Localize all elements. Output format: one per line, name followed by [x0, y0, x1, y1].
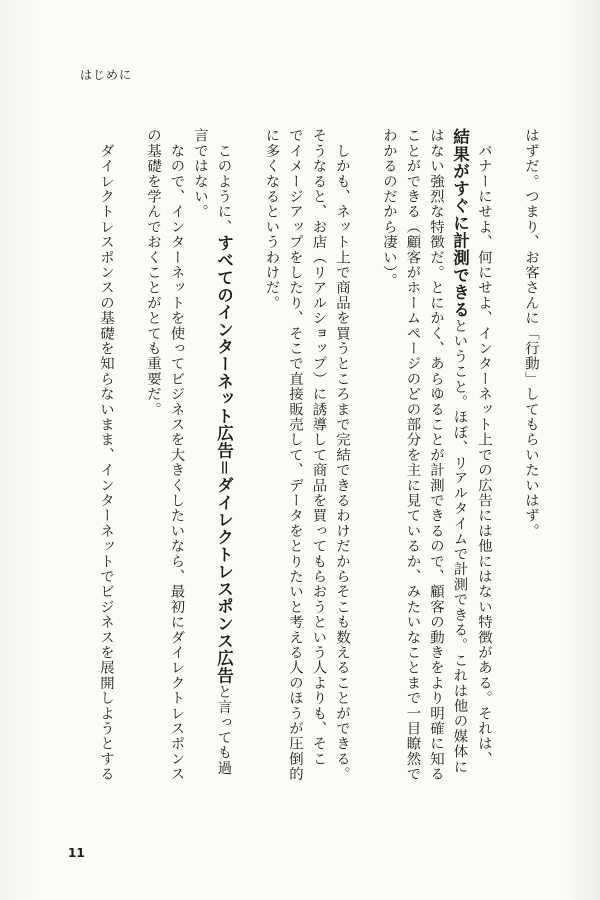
paragraph-gap — [236, 128, 260, 152]
text-line — [330, 128, 354, 788]
text-line — [283, 128, 307, 788]
line-text: しかも、ネット上で商品を買うところまで完結できるわけだからそこも数えることができる。 — [334, 128, 350, 782]
line-text: ということ。ほぼ、リアルタイムで計測できる。これは他の媒体に — [451, 318, 468, 775]
text-line — [259, 128, 283, 788]
text-line — [306, 128, 330, 788]
line-text: ダイレクトレスポンスの基礎を知らないまま、インターネットでビジネスを展開しようとする — [98, 128, 114, 782]
text-line — [141, 128, 165, 788]
text-line — [377, 128, 401, 788]
text-line — [188, 128, 212, 788]
line-text: に多くなるというわけだ。 — [263, 128, 280, 311]
paragraph-gap — [117, 128, 141, 152]
text-line — [164, 128, 188, 788]
line-text: はずだ。つまり、お客さんに「行動」してもらいたいはず。 — [523, 128, 539, 539]
text-line — [424, 128, 448, 788]
line-text: ことができる（顧客がホームページのどの部分を主に見ているか、みたいなことまで一目瞭然で — [404, 128, 421, 782]
paragraph-gap — [353, 128, 377, 152]
text-line — [472, 128, 496, 788]
bold-phrase: すべてのインターネット広告＝ダイレクトレスポンス広告 — [214, 234, 234, 685]
line-text: の基礎を学んでおくことがとても重要だ。 — [145, 128, 161, 417]
line-text: はない強烈な特徴だ。とにかく、あらゆることが計測できるので、顧客の動きをより明確に知る — [428, 128, 444, 782]
bold-phrase: 結果がすぐに計測できる — [450, 128, 470, 319]
text-line — [94, 128, 118, 788]
line-text: と言っても過 — [215, 684, 232, 776]
page-number: 11 — [68, 846, 85, 860]
chapter-header: はじめに — [80, 68, 133, 82]
line-text: バナーにせよ、何にせよ、インターネット上での広告には他にはない特徴がある。それは、 — [476, 128, 492, 767]
text-line — [400, 128, 424, 788]
line-text: わかるのだから凄い）。 — [381, 128, 397, 288]
line-text: なので、インターネットを使ってビジネスを大きくしたいなら、最初にダイレクトレスポンス — [168, 128, 185, 782]
line-text: でイメージアップをしたり、そこで直接販売して、データをとりたいと考える人のほうが圧倒的 — [287, 128, 303, 782]
line-text: そうなると、お店（リアルショップ）に誘導して商品を買ってもらおうという人よりも、そこ — [310, 128, 327, 767]
line-text: 言ではない。 — [192, 128, 208, 220]
text-line — [447, 128, 472, 788]
text-line — [211, 128, 236, 788]
vertical-body-text — [94, 128, 543, 788]
line-text: このように、 — [215, 128, 232, 235]
paragraph-gap — [495, 128, 519, 152]
text-line — [519, 128, 543, 788]
